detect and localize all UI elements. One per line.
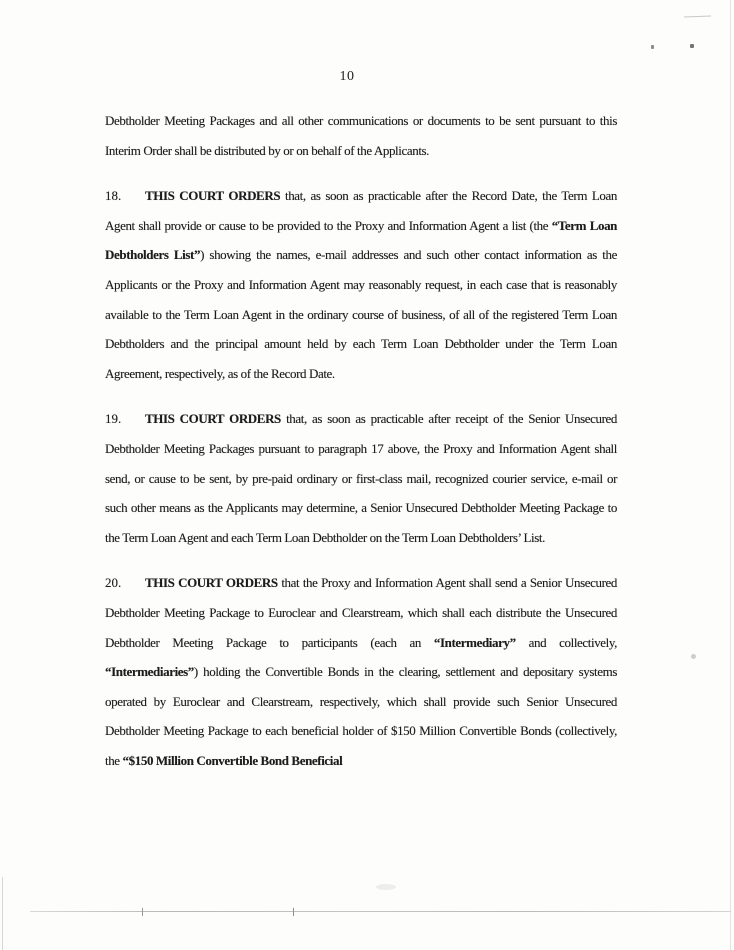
paragraph-number: 18. (105, 188, 122, 204)
order-paragraph-19 (105, 404, 617, 552)
scan-artifact-tick-mark (142, 908, 143, 916)
scan-artifact-speck (691, 654, 696, 659)
bold-text-run: THIS COURT ORDERS (145, 188, 281, 204)
text-run: ) holding the Convertible Bonds in the clearing, settlement and depositary systems operated by Euroclear and Clearstream, respectively, which shall provide such Senior Unsecured Debtholder Meeting Package to each beneficial holder of $150 Million Convertible Bonds (collectively, the (105, 664, 617, 768)
document-body (105, 106, 617, 775)
text-run: that the Proxy and Information Agent shall send a Senior Unsecured Debtholder Meeting Package to Euroclear and Clearstream, which shall each distribute the Unsecured Debtholder Meeting Package to participants (each an (105, 575, 617, 650)
scan-artifact-smudge (376, 884, 396, 890)
scan-artifact-tick-mark (293, 908, 294, 916)
page-number: 10 (339, 69, 355, 84)
order-paragraph-20 (105, 568, 617, 775)
text-run: and collectively, (515, 634, 617, 650)
paragraph-number: 20. (105, 575, 122, 591)
bold-text-run: “$150 Million Convertible Bond Beneficial (122, 752, 343, 768)
bold-text-run: “Term Loan Debtholders List” (105, 217, 617, 263)
bold-text-run: THIS COURT ORDERS (145, 575, 278, 591)
scan-artifact-right-edge-line (730, 0, 731, 950)
order-paragraph-18 (105, 181, 617, 388)
scan-artifact-top-dash (684, 16, 711, 18)
bold-text-run: THIS COURT ORDERS (145, 411, 281, 427)
text-run: that, as soon as practicable after the Record Date, the Term Loan Agent shall provide or cause to be provided to the Proxy and Information Agent a list (the (105, 188, 617, 233)
text-run: Debtholder Meeting Packages and all other communications or documents to be sent pursuant to this Interim Order shall be distributed by or on behalf of the Applicants. (105, 113, 617, 158)
scan-artifact-left-edge-line (2, 877, 3, 950)
text-run: that, as soon as practicable after receipt of the Senior Unsecured Debtholder Meeting Packages pursuant to paragraph 17 above, the Proxy and Information Agent shall send, or cause to be sent, by pre-paid ordinary or first-class mail, recognized courier service, e-mail or such other means as the Applicants may determine, a Senior Unsecured Debtholder Meeting Package to the Term Loan Agent and each Term Loan Debtholder on the Term Loan Debtholders’ List. (105, 411, 617, 545)
text-run: ) showing the names, e-mail addresses and such other contact information as the Applicants or the Proxy and Information Agent may reasonably request, in each case that is reasonably available to the Term Loan Agent in the ordinary course of business, of all of the registered Term Loan Debtholders and the principal amount held by each Term Loan Debtholder under the Term Loan Agreement, respectively, as of the Record Date. (105, 247, 617, 381)
bold-text-run: “Intermediaries” (105, 664, 194, 680)
scan-artifact-speck (690, 44, 694, 48)
scan-artifact-bottom-rule (30, 911, 731, 912)
bold-text-run: “Intermediary” (433, 634, 516, 650)
paragraph-number: 19. (105, 411, 122, 427)
continuation-paragraph (105, 106, 617, 165)
scan-artifact-speck (651, 45, 654, 49)
